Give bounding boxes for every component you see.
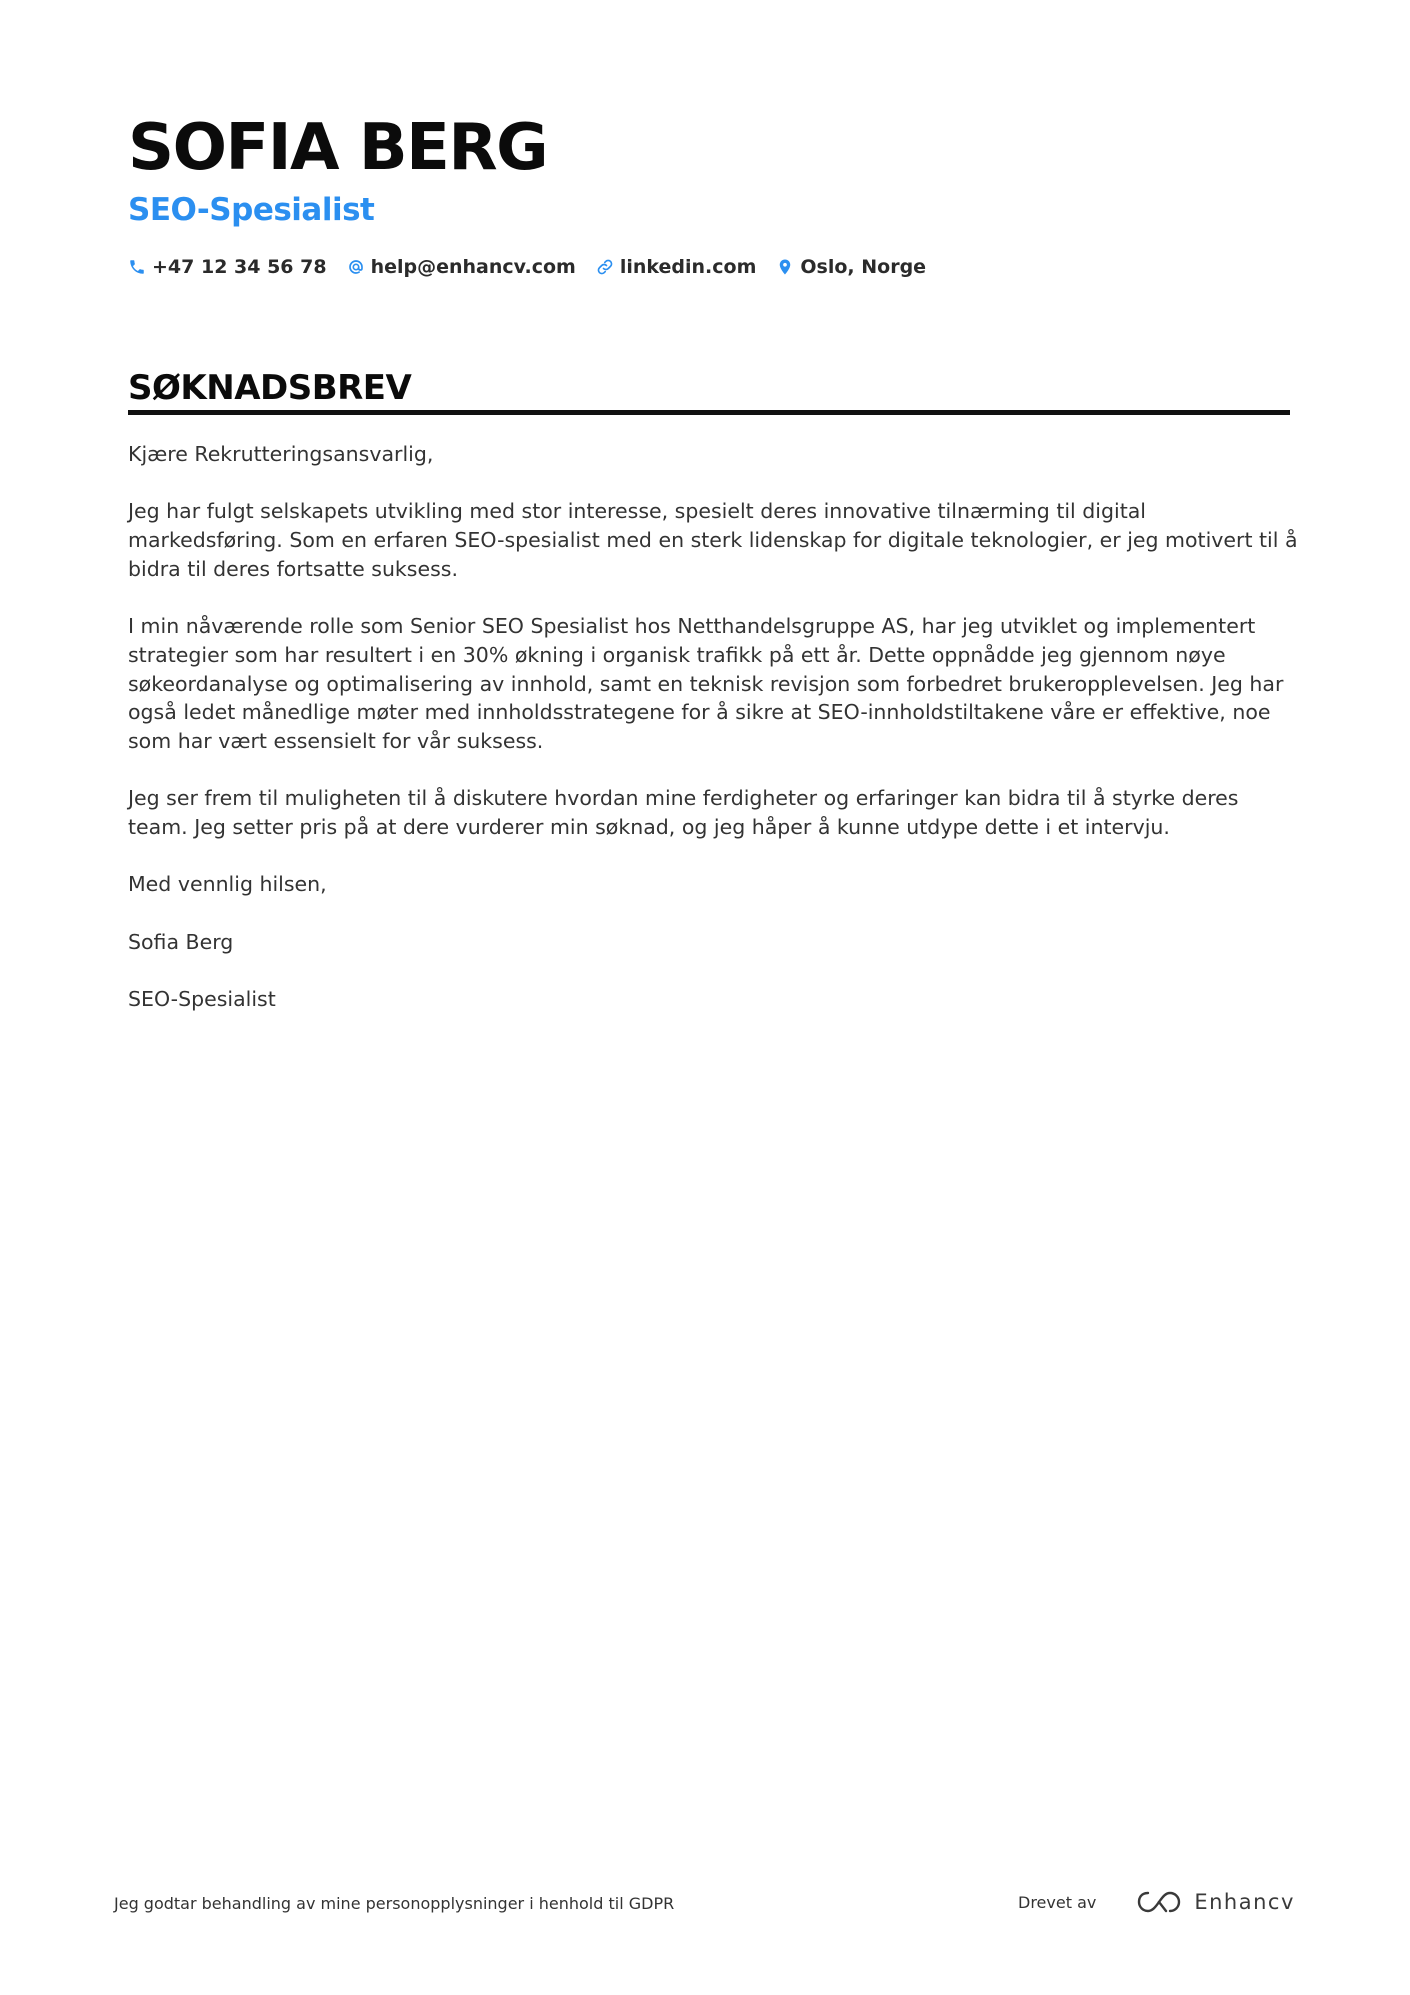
section-divider — [128, 410, 1290, 415]
contact-location-text: Oslo, Norge — [800, 256, 927, 278]
letter-body — [128, 440, 1300, 1043]
powered-by — [1018, 1882, 1295, 1922]
applicant-role: SEO-Spesialist — [128, 192, 375, 228]
contact-phone — [128, 256, 327, 278]
signature-name: Sofia Berg — [128, 929, 234, 954]
contact-bar — [128, 252, 926, 282]
contact-email[interactable] — [347, 256, 576, 278]
contact-location — [776, 256, 926, 278]
link-icon — [596, 258, 614, 276]
gdpr-consent: Jeg godtar behandling av mine personopplysninger i henhold til GDPR — [114, 1894, 675, 1913]
applicant-name: SOFIA BERG — [128, 111, 548, 185]
contact-link[interactable] — [596, 256, 757, 278]
letter-paragraph: I min nåværende rolle som Senior SEO Spesialist hos Netthandelsgruppe AS, har jeg utviklet og implementert strategier som har resultert i en 30% økning i organisk trafikk på ett år. Dette oppnådde jeg gjennom nøye søkeordanalyse og optimalisering av innhold, samt en teknisk revisjon som forbedret brukeropplevelsen. Jeg har også ledet månedlige møter med innholdsstrategene for å sikre at SEO-innholdstiltakene våre er effektive, noe som har vært essensielt for vår suksess. — [128, 614, 1284, 753]
contact-link-text[interactable]: linkedin.com — [619, 256, 757, 278]
letter-paragraph: Jeg har fulgt selskapets utvikling med stor interesse, spesielt deres innovative tilnærming til digital markedsføring. Som en erfaren SEO-spesialist med en sterk lidenskap for digitale teknologier, er jeg motivert til å bidra til deres fortsatte suksess. — [128, 499, 1298, 581]
letter-greeting: Kjære Rekrutteringsansvarlig, — [128, 442, 434, 466]
letter-closing: Med vennlig hilsen, — [128, 872, 327, 897]
letter-paragraph: Jeg ser frem til muligheten til å diskutere hvordan mine ferdigheter og erfaringer kan bidra til å styrke deres team. Jeg setter pris på at dere vurderer min søknad, og jeg håper å kunne utdype dette i et intervju. — [128, 786, 1239, 840]
signature-title: SEO-Spesialist — [128, 987, 276, 1012]
brand-logo[interactable] — [1136, 1889, 1295, 1915]
contact-phone-text: +47 12 34 56 78 — [152, 256, 327, 278]
enhancv-logo-icon — [1136, 1889, 1182, 1915]
section-title: SØKNADSBREV — [128, 368, 412, 408]
phone-icon — [128, 258, 146, 276]
contact-email-text[interactable]: help@enhancv.com — [370, 256, 576, 278]
map-pin-icon — [776, 258, 794, 276]
brand-name: Enhancv — [1194, 1890, 1295, 1914]
powered-by-label: Drevet av — [1018, 1892, 1097, 1912]
at-icon — [347, 258, 365, 276]
